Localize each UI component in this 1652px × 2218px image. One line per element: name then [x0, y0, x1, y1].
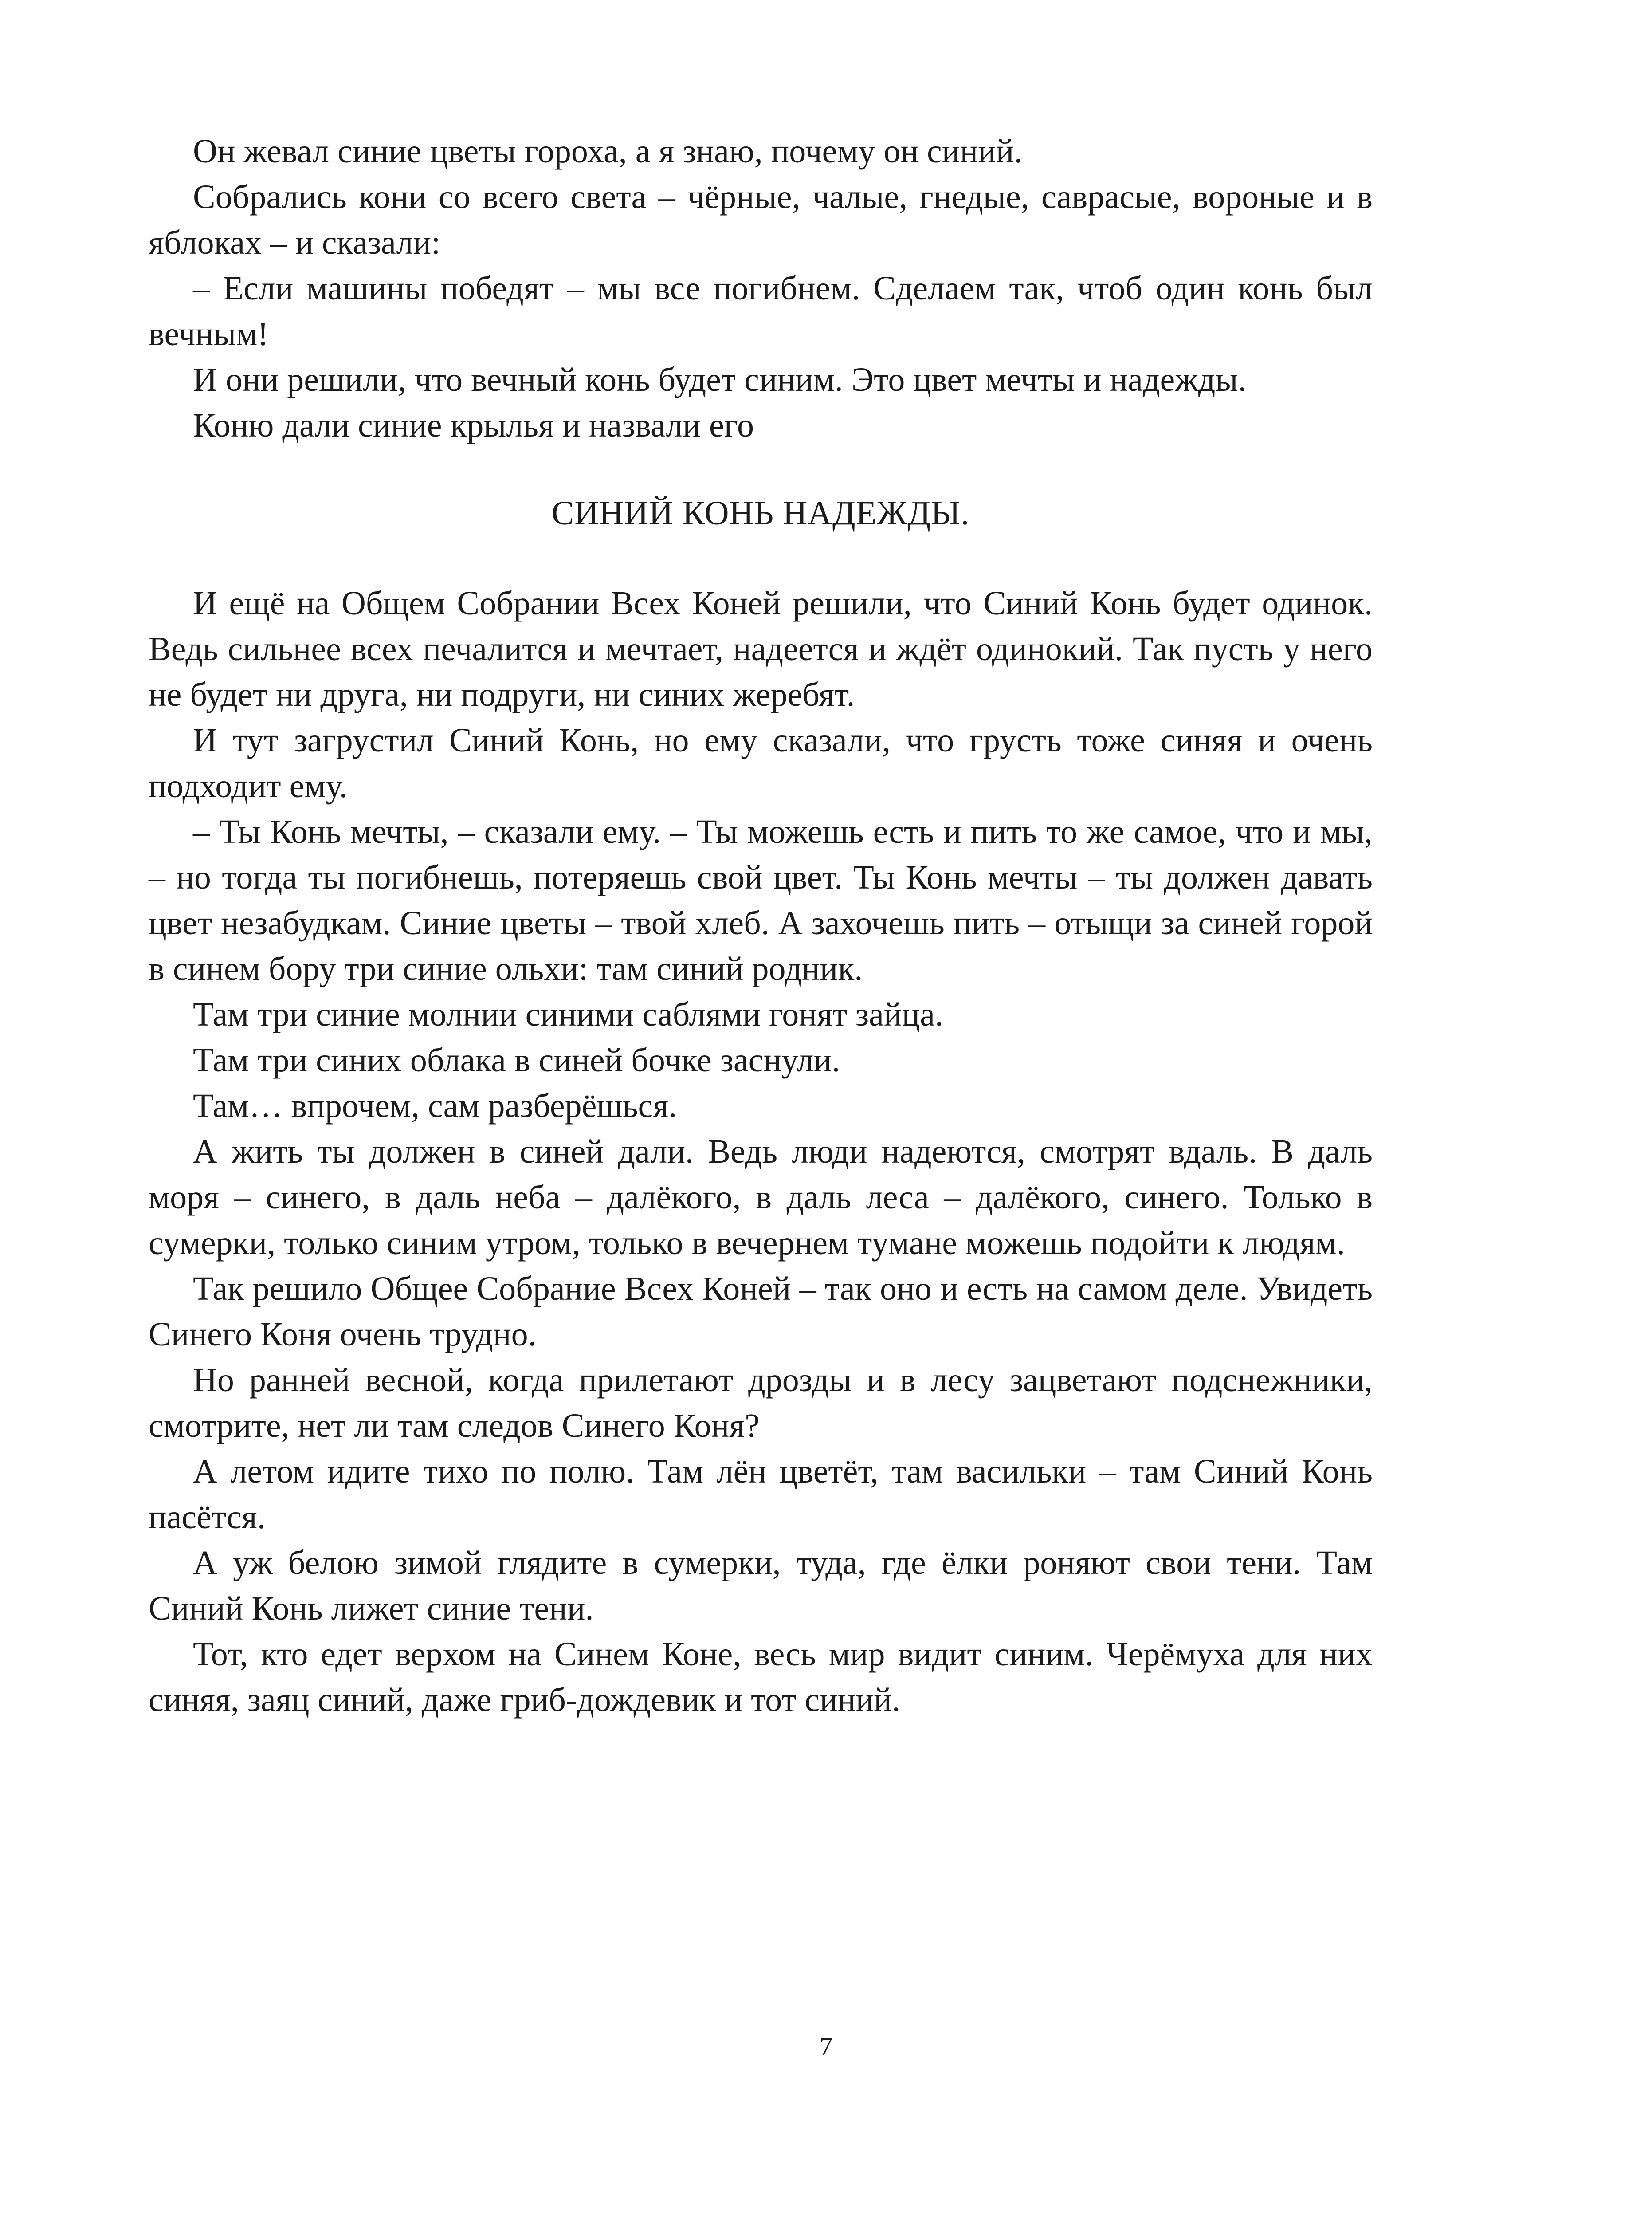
paragraph: Там три синих облака в синей бочке заснули.	[193, 1042, 840, 1079]
paragraph: И ещё на Общем Собрании Всех Коней решили, что Синий Конь будет одинок. Ведь сильнее всех печалится и мечтает, надеется и ждёт одинокий. Так пусть у него не будет ни друга, ни подруги, ни синих жеребят.	[149, 585, 1373, 713]
text-column	[149, 129, 1373, 1723]
paragraph: Собрались кони со всего света – чёрные, чалые, гнедые, саврасые, вороные и в яблоках – и сказали:	[149, 178, 1373, 261]
section-heading: СИНИЙ КОНЬ НАДЕЖДЫ.	[551, 495, 970, 532]
paragraph: Там… впрочем, сам разберёшься.	[193, 1087, 677, 1125]
paragraph: А жить ты должен в синей дали. Ведь люди надеются, смотрят вдаль. В даль моря – синего, в даль неба – далёкого, в даль леса – далёкого, синего. Только в сумерки, только синим утром, только в вечернем тумане можешь подойти к людям.	[149, 1133, 1373, 1262]
paragraph: И тут загрустил Синий Конь, но ему сказали, что грусть тоже синяя и очень подходит ему.	[149, 722, 1373, 805]
paragraph: Коню дали синие крылья и назвали его	[193, 407, 754, 444]
paragraph: И они решили, что вечный конь будет синим. Это цвет мечты и надежды.	[193, 361, 1247, 398]
paragraph: А летом идите тихо по полю. Там лён цветёт, там васильки – там Синий Конь пасётся.	[149, 1453, 1373, 1536]
dialogue-paragraph: – Если машины победят – мы все погибнем. Сделаем так, чтоб один конь был вечным!	[149, 270, 1373, 353]
paragraph: Там три синие молнии синими саблями гонят зайца.	[193, 996, 943, 1033]
paragraph: Но ранней весной, когда прилетают дрозды и в лесу зацветают подснежники, смотрите, нет ли там следов Синего Коня?	[149, 1361, 1373, 1444]
paragraph: Так решило Общее Собрание Всех Коней – так оно и есть на самом деле. Увидеть Синего Коня очень трудно.	[149, 1270, 1373, 1353]
paragraph: А уж белою зимой глядите в сумерки, туда, где ёлки роняют свои тени. Там Синий Конь лижет синие тени.	[149, 1544, 1373, 1627]
paragraph: Он жевал синие цветы гороха, а я знаю, почему он синий.	[193, 133, 1023, 170]
dialogue-paragraph: – Ты Конь мечты, – сказали ему. – Ты можешь есть и пить то же самое, что и мы, – но тогда ты погибнешь, потеряешь свой цвет. Ты Конь мечты – ты должен давать цвет незабудкам. Синие цветы – твой хлеб. А захочешь пить – отыщи за синей горой в синем бору три синие ольхи: там синий родник.	[149, 813, 1373, 987]
page-number: 7	[820, 2032, 832, 2061]
paragraph: Тот, кто едет верхом на Синем Коне, весь мир видит синим. Черёмуха для них синяя, заяц синий, даже гриб-дождевик и тот синий.	[149, 1636, 1373, 1719]
